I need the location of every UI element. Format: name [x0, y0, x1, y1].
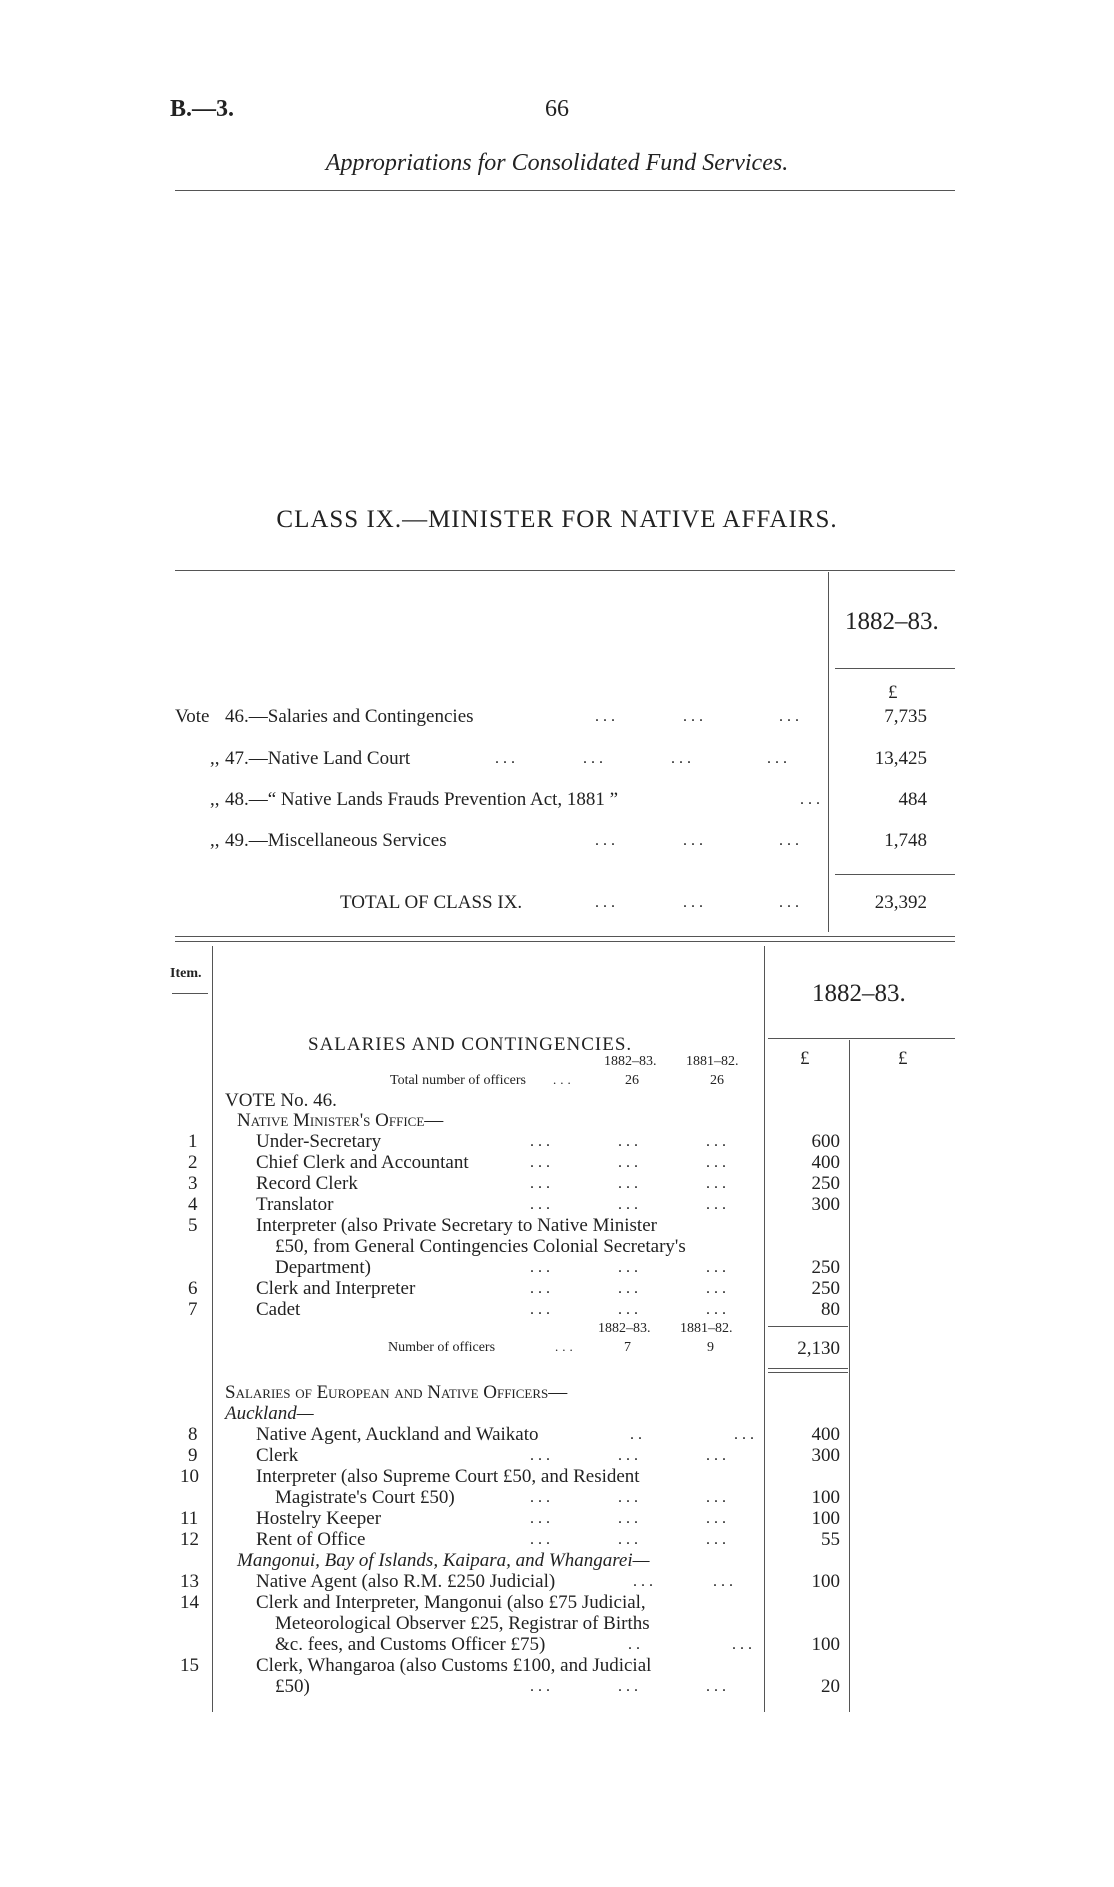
item-number: 9: [188, 1445, 198, 1466]
officers-year-b: 1881–82.: [686, 1054, 739, 1069]
vote-label: 46.—Salaries and Contingencies: [225, 706, 474, 727]
item-number: 2: [188, 1152, 198, 1173]
total-officers-label: Total number of officers: [390, 1073, 526, 1088]
item-column-divider: [212, 946, 213, 1712]
leader-dots: ... ... ...: [530, 1678, 730, 1695]
item-text: Chief Clerk and Accountant: [256, 1152, 469, 1173]
leader-dots: ... ... ...: [530, 1301, 730, 1318]
vote-label: 47.—Native Land Court: [225, 748, 411, 769]
vote-prefix: Vote: [175, 706, 210, 727]
item-text: Hostelry Keeper: [256, 1508, 382, 1529]
item-amount: 55: [821, 1529, 840, 1550]
leader-dots: ... ... ...: [530, 1154, 730, 1171]
document-code: B.—3.: [170, 96, 235, 122]
leader-dots: ... ... ...: [530, 1133, 730, 1150]
detail-currency-a: £: [800, 1048, 810, 1069]
item-number: 3: [188, 1173, 198, 1194]
leader-dots: ... ... ...: [595, 832, 803, 849]
total-officers-a: 26: [625, 1073, 639, 1088]
item-amount: 250: [811, 1257, 840, 1278]
leader-dots: ... ... ...: [530, 1531, 730, 1548]
leader-dots: ... ...: [633, 1573, 737, 1590]
leader-dots: ... ... ...: [595, 708, 803, 725]
item-text: Clerk and Interpreter: [256, 1278, 416, 1299]
leader-dots: ... ... ... ...: [495, 750, 791, 767]
item-text-line: Clerk, Whangaroa (also Customs £100, and Judicial: [256, 1655, 652, 1676]
item-text-line: £50): [275, 1676, 310, 1697]
sub-total-amount: 2,130: [797, 1338, 840, 1359]
page-number: 66: [545, 96, 569, 122]
item-amount: 100: [811, 1508, 840, 1529]
item-text: Under-Secretary: [256, 1131, 382, 1152]
vote-prefix: ,,: [210, 748, 220, 769]
total-amount: 23,392: [874, 892, 927, 913]
item-column-header: Item.: [170, 966, 202, 981]
leader-dots: ... ... ...: [530, 1196, 730, 1213]
detail-currency-b: £: [898, 1048, 908, 1069]
item-amount: 80: [821, 1299, 840, 1320]
summary-currency: £: [888, 682, 898, 703]
sub-officers-label: Number of officers: [388, 1340, 496, 1355]
item-header-rule: [172, 993, 208, 994]
vote-number-label: VOTE No. 46.: [225, 1090, 337, 1111]
item-text-line: &c. fees, and Customs Officer £75): [275, 1634, 546, 1655]
item-text-line: Department): [275, 1257, 372, 1278]
total-label: TOTAL OF CLASS IX.: [340, 892, 523, 913]
salaries-heading: Salaries of European and Native Officers—: [225, 1382, 568, 1403]
detail-year-header: 1882–83.: [812, 980, 906, 1007]
summary-column-divider: [828, 572, 829, 932]
leader-dots: ... ... ...: [595, 894, 803, 911]
item-amount: 400: [811, 1424, 840, 1445]
sub-total-bottom-rule-double: [768, 1372, 848, 1373]
office-heading: Native Minister's Office—: [237, 1110, 444, 1131]
leader-dots: ... ... ...: [530, 1447, 730, 1464]
item-text: Translator: [256, 1194, 334, 1215]
leader-dots: ... ... ...: [530, 1280, 730, 1297]
summary-bottom-rule: [175, 936, 955, 937]
item-text: Native Agent (also R.M. £250 Judicial): [256, 1571, 556, 1592]
item-amount: 250: [811, 1278, 840, 1299]
leader-dots: ... ... ...: [530, 1175, 730, 1192]
item-number: 1: [188, 1131, 198, 1152]
subtotal-column-divider: [849, 1040, 850, 1712]
leader-dots: ... ... ...: [530, 1259, 730, 1276]
item-amount: 100: [811, 1634, 840, 1655]
section-title: SALARIES AND CONTINGENCIES.: [308, 1034, 633, 1055]
item-number: 13: [180, 1571, 199, 1592]
item-text: Cadet: [256, 1299, 301, 1320]
vote-amount: 1,748: [884, 830, 927, 851]
detail-year-rule: [768, 1038, 955, 1039]
vote-amount: 484: [898, 789, 927, 810]
item-amount: 20: [821, 1676, 840, 1697]
item-text-line: Clerk and Interpreter, Mangonui (also £75 Judicial,: [256, 1592, 646, 1613]
item-number: 11: [180, 1508, 199, 1529]
sub-officers-year-b: 1881–82.: [680, 1321, 733, 1336]
sub-total-bottom-rule: [768, 1368, 848, 1369]
item-number: 10: [180, 1466, 199, 1487]
item-amount: 600: [811, 1131, 840, 1152]
item-text-line: £50, from General Contingencies Colonial Secretary's: [275, 1236, 686, 1257]
item-amount: 300: [811, 1445, 840, 1466]
header-rule: [175, 190, 955, 191]
leader-dots: ...: [555, 1339, 577, 1354]
item-text-line: Interpreter (also Private Secretary to Native Minister: [256, 1215, 657, 1236]
item-text: Rent of Office: [256, 1529, 366, 1550]
leader-dots: ...: [553, 1072, 575, 1087]
mangonui-heading: Mangonui, Bay of Islands, Kaipara, and Whangarei—: [237, 1550, 650, 1571]
item-text-line: Meteorological Observer £25, Registrar of Births: [275, 1613, 650, 1634]
item-amount: 400: [811, 1152, 840, 1173]
summary-top-rule: [175, 570, 955, 571]
summary-bottom-rule-double: [175, 941, 955, 942]
item-amount: 100: [811, 1571, 840, 1592]
sub-officers-a: 7: [624, 1340, 631, 1355]
item-amount: 100: [811, 1487, 840, 1508]
leader-dots: .. ...: [630, 1426, 758, 1443]
class-title: CLASS IX.—MINISTER FOR NATIVE AFFAIRS.: [276, 506, 838, 533]
item-amount: 250: [811, 1173, 840, 1194]
auckland-heading: Auckland—: [225, 1403, 314, 1424]
summary-total-rule: [835, 874, 955, 875]
leader-dots: ... ... ...: [530, 1489, 730, 1506]
sub-officers-b: 9: [707, 1340, 714, 1355]
leader-dots: .. ...: [628, 1636, 756, 1653]
vote-amount: 13,425: [874, 748, 927, 769]
summary-year-rule: [835, 668, 955, 669]
item-number: 14: [180, 1592, 199, 1613]
item-text: Native Agent, Auckland and Waikato: [256, 1424, 539, 1445]
item-number: 5: [188, 1215, 198, 1236]
vote-prefix: ,,: [210, 789, 220, 810]
leader-dots: ... ... ...: [530, 1510, 730, 1527]
amount-column-divider: [764, 946, 765, 1712]
officers-year-a: 1882–83.: [604, 1054, 657, 1069]
item-number: 4: [188, 1194, 198, 1215]
item-text-line: Interpreter (also Supreme Court £50, and Resident: [256, 1466, 640, 1487]
total-officers-b: 26: [710, 1073, 724, 1088]
item-number: 7: [188, 1299, 198, 1320]
sub-total-top-rule: [768, 1326, 848, 1327]
item-text-line: Magistrate's Court £50): [275, 1487, 455, 1508]
vote-prefix: ,,: [210, 830, 220, 851]
vote-amount: 7,735: [884, 706, 927, 727]
vote-label: 48.—“ Native Lands Frauds Prevention Act, 1881 ”: [225, 789, 619, 810]
page-title: Appropriations for Consolidated Fund Services.: [325, 150, 789, 176]
item-number: 8: [188, 1424, 198, 1445]
item-text: Clerk: [256, 1445, 299, 1466]
leader-dots: ...: [800, 791, 824, 808]
item-number: 15: [180, 1655, 199, 1676]
item-number: 12: [180, 1529, 199, 1550]
item-text: Record Clerk: [256, 1173, 358, 1194]
summary-year-header: 1882–83.: [845, 608, 939, 635]
item-number: 6: [188, 1278, 198, 1299]
sub-officers-year-a: 1882–83.: [598, 1321, 651, 1336]
vote-label: 49.—Miscellaneous Services: [225, 830, 447, 851]
item-amount: 300: [811, 1194, 840, 1215]
